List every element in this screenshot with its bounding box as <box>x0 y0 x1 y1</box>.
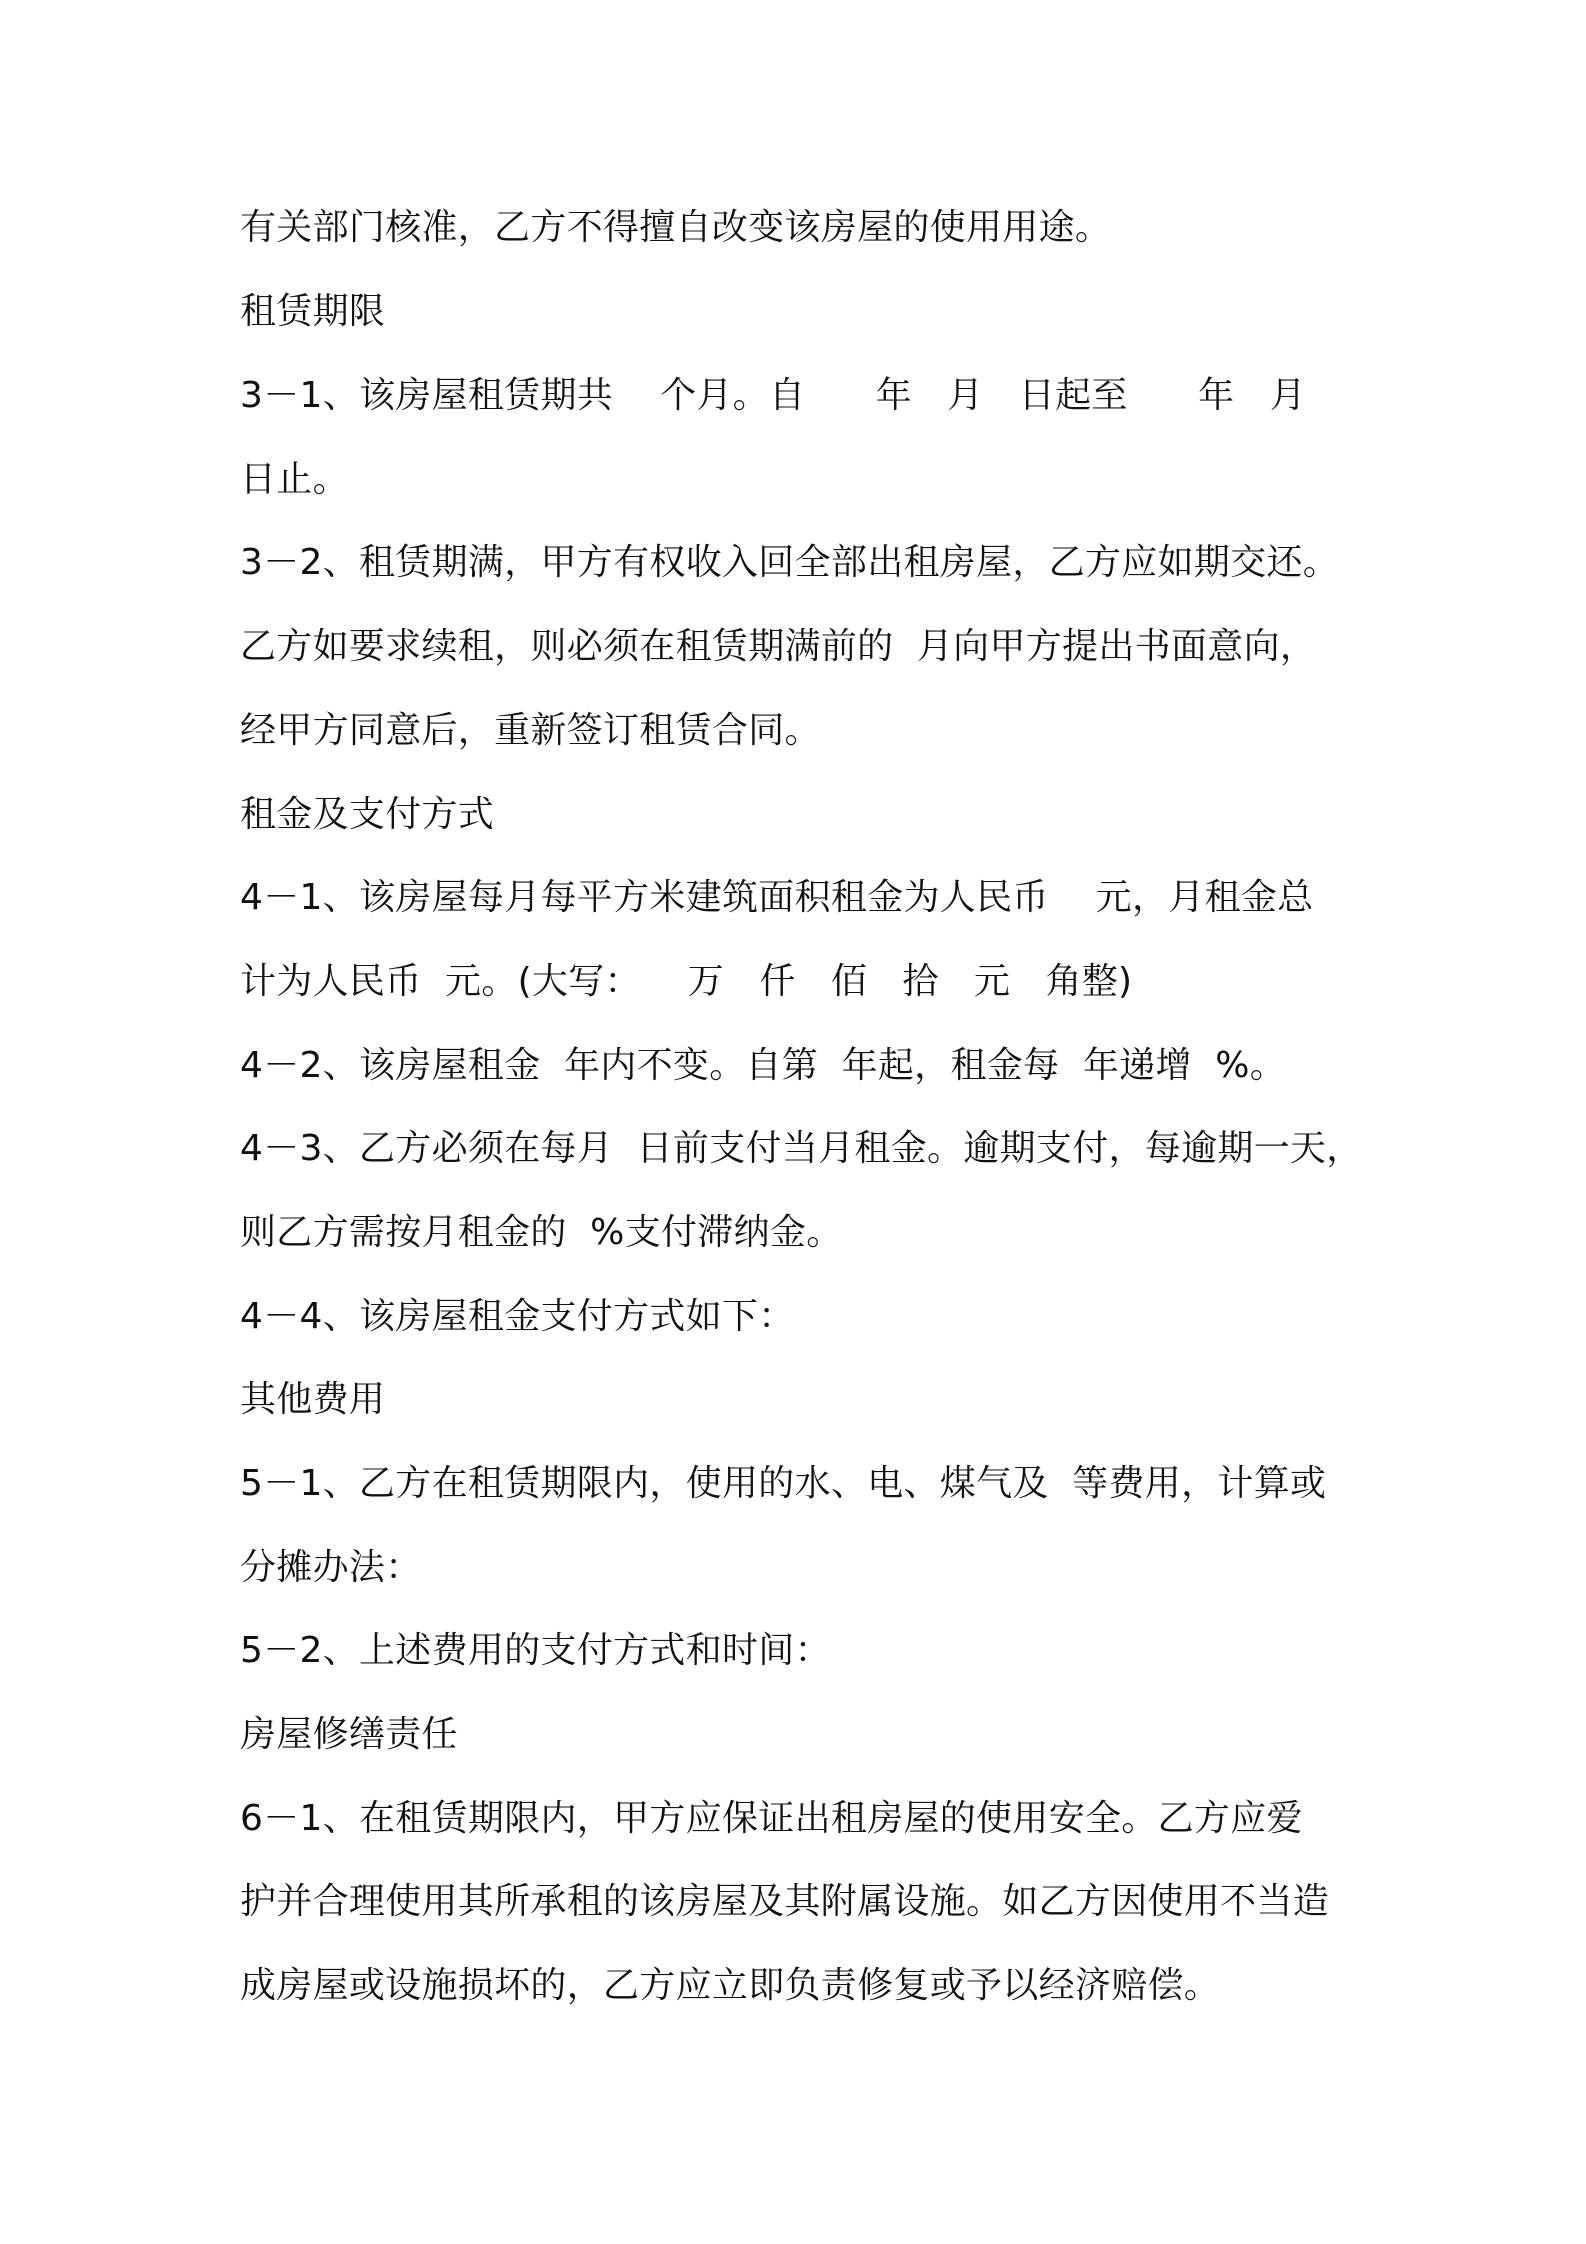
text-line: 乙方如要求续租，则必须在租赁期满前的 月向甲方提出书面意向， <box>240 626 1317 667</box>
text-line: 计为人民币 元。(大写： 万 仟 佰 拾 元 角整) <box>240 961 1133 1002</box>
section-heading-rent-payment: 租金及支付方式 <box>240 794 495 835</box>
text-line: 5－2、上述费用的支付方式和时间： <box>240 1630 831 1671</box>
text-line: 4－1、该房屋每月每平方米建筑面积租金为人民币 元，月租金总 <box>240 877 1314 918</box>
text-line: 3－2、租赁期满，甲方有权收入回全部出租房屋，乙方应如期交还。 <box>240 542 1340 583</box>
section-heading-repair-responsibility: 房屋修缮责任 <box>240 1714 458 1755</box>
text-line: 有关部门核准，乙方不得擅自改变该房屋的使用用途。 <box>240 207 1112 248</box>
text-line: 3－1、该房屋租赁期共 个月。自 年 月 日起至 年 月 <box>240 375 1306 416</box>
text-line: 5－1、乙方在租赁期限内，使用的水、电、煤气及 等费用，计算或 <box>240 1463 1327 1504</box>
text-line: 4－4、该房屋租金支付方式如下： <box>240 1296 795 1337</box>
text-line: 护并合理使用其所承租的该房屋及其附属设施。如乙方因使用不当造 <box>240 1881 1330 1922</box>
section-heading-other-fees: 其他费用 <box>240 1379 386 1420</box>
text-line: 则乙方需按月租金的 %支付滞纳金。 <box>240 1212 843 1253</box>
section-heading-lease-term: 租赁期限 <box>240 291 386 332</box>
text-line: 分摊办法： <box>240 1547 422 1588</box>
text-line: 4－2、该房屋租金 年内不变。自第 年起，租金每 年递增 %。 <box>240 1045 1287 1086</box>
text-line: 日止。 <box>240 459 349 500</box>
text-line: 经甲方同意后，重新签订租赁合同。 <box>240 710 821 751</box>
text-line: 成房屋或设施损坏的，乙方应立即负责修复或予以经济赔偿。 <box>240 1965 1221 2006</box>
text-line: 6－1、在租赁期限内，甲方应保证出租房屋的使用安全。乙方应爱 <box>240 1798 1303 1839</box>
text-line: 4－3、乙方必须在每月 日前支付当月租金。逾期支付，每逾期一天， <box>240 1128 1363 1169</box>
